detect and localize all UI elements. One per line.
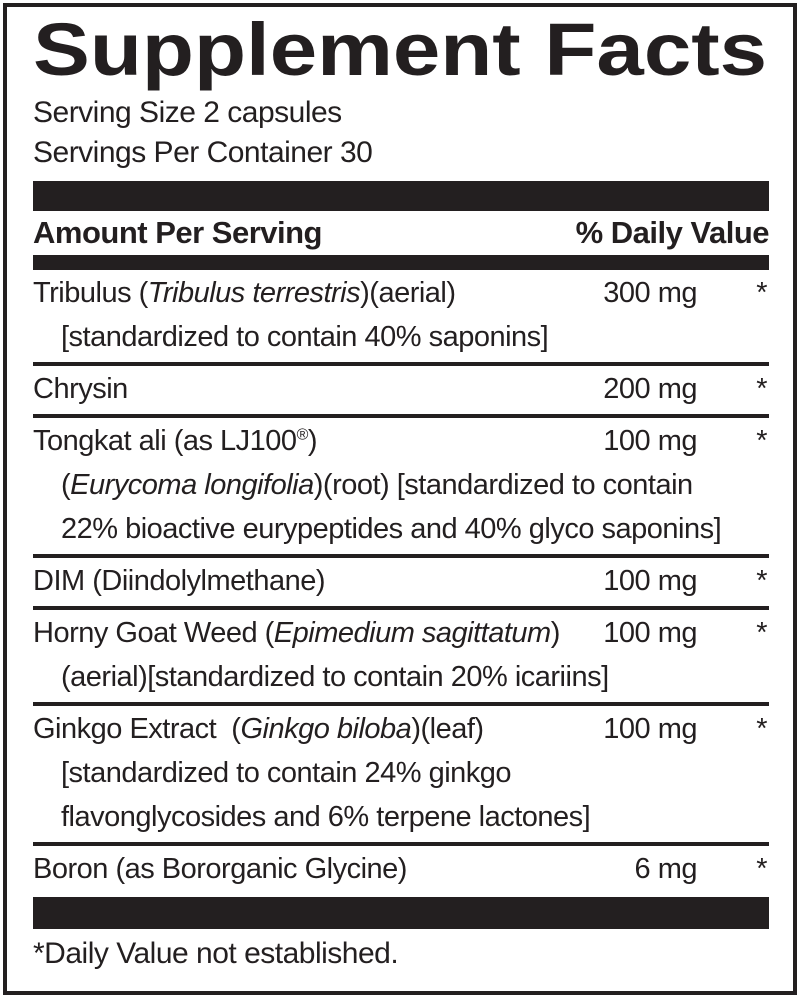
ingredient-row-main (33, 847, 769, 891)
ingredient-row-main (33, 559, 769, 603)
ingredient-detail-line: (aerial)[standardized to contain 20% icariins] (61, 661, 609, 693)
ingredient-amount: 200 mg (603, 373, 697, 405)
label-content (7, 7, 793, 991)
ingredient-rows (33, 270, 769, 894)
ingredient-row-main (33, 419, 769, 463)
daily-value-asterisk: * (756, 617, 767, 649)
daily-value-asterisk: * (756, 853, 767, 885)
ingredient-row-main (33, 707, 769, 751)
daily-value-asterisk: * (756, 713, 767, 745)
page-title: Supplement Facts (33, 15, 768, 92)
ingredient-amount: 100 mg (603, 565, 697, 597)
ingredient-row-main (33, 611, 769, 655)
column-header-row (33, 211, 769, 255)
column-header-daily-value: % Daily Value (575, 215, 769, 250)
ingredient-name: Boron (as Bororganic Glycine) (33, 853, 407, 885)
label-title-wrap (33, 15, 769, 93)
ingredient-name: Tribulus (Tribulus terrestris)(aerial) (33, 277, 456, 309)
ingredient-amount: 300 mg (603, 277, 697, 309)
ingredient-row (33, 610, 769, 706)
ingredient-row (33, 418, 769, 558)
daily-value-asterisk: * (756, 277, 767, 309)
ingredient-amount: 100 mg (603, 617, 697, 649)
ingredient-name: Horny Goat Weed (Epimedium sagittatum) (33, 617, 560, 649)
ingredient-row (33, 270, 769, 366)
ingredient-detail-line: flavonglycosides and 6% terpene lactones] (61, 801, 591, 833)
ingredient-amount: 6 mg (634, 853, 697, 885)
ingredient-row (33, 846, 769, 894)
ingredient-detail-line: [standardized to contain 24% ginkgo (61, 757, 512, 789)
daily-value-asterisk: * (756, 565, 767, 597)
ingredient-detail-line: [standardized to contain 40% saponins] (61, 321, 549, 353)
column-header-bar (33, 255, 769, 270)
ingredient-name: Tongkat ali (as LJ100®) (33, 425, 317, 457)
ingredient-detail-line: (Eurycoma longifolia)(root) [standardized to contain (61, 469, 693, 501)
serving-size: Serving Size 2 capsules (33, 96, 342, 129)
ingredient-row (33, 366, 769, 418)
ingredient-name: Chrysin (33, 373, 128, 405)
column-header-amount: Amount Per Serving (33, 215, 322, 250)
footnote: *Daily Value not established. (33, 937, 399, 970)
separator-bar-top (33, 181, 769, 211)
ingredient-row-main (33, 271, 769, 315)
ingredient-name: Ginkgo Extract (Ginkgo biloba)(leaf) (33, 713, 484, 745)
ingredient-row (33, 558, 769, 610)
ingredient-amount: 100 mg (603, 713, 697, 745)
ingredient-row (33, 706, 769, 846)
separator-bar-bottom (33, 897, 769, 929)
daily-value-asterisk: * (756, 373, 767, 405)
supplement-facts-label (3, 3, 797, 995)
ingredient-name: DIM (Diindolylmethane) (33, 565, 325, 597)
servings-per-container: Servings Per Container 30 (33, 136, 373, 169)
ingredient-amount: 100 mg (603, 425, 697, 457)
ingredient-detail-line: 22% bioactive eurypeptides and 40% glyco saponins] (61, 513, 722, 545)
ingredient-row-main (33, 367, 769, 411)
daily-value-asterisk: * (756, 425, 767, 457)
